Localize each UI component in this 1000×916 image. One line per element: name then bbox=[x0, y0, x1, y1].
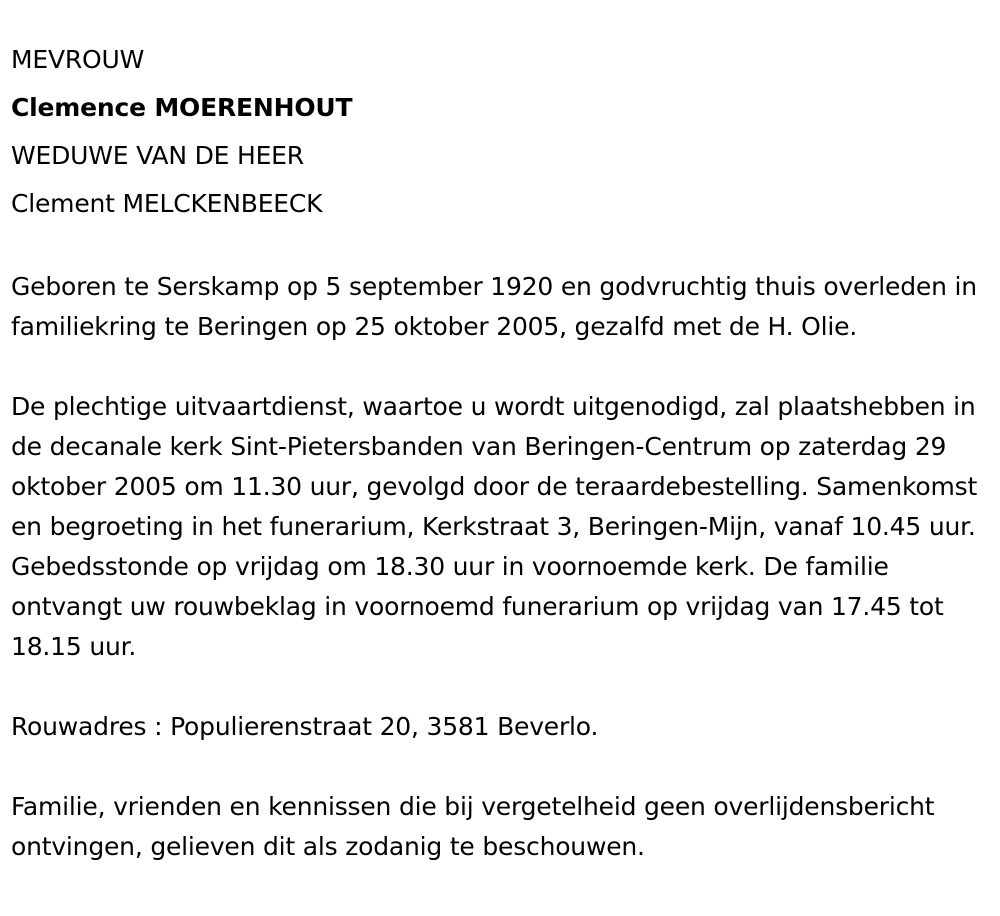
birth-death-paragraph: Geboren te Serskamp op 5 september 1920 en godvruchtig thuis overleden in familiekring te Beringen op 25 oktober 2005, gezalfd met de H. Olie. bbox=[11, 272, 977, 341]
deceased-name: Clemence MOERENHOUT bbox=[11, 93, 353, 122]
title-mevrouw: MEVROUW bbox=[11, 45, 145, 74]
funeral-service-paragraph: De plechtige uitvaartdienst, waartoe u wordt uitgenodigd, zal plaatshebben in de decanale kerk Sint-Pietersbanden van Beringen-Centrum op zaterdag 29 oktober 2005 om 11.30 uur, gevolgd door de teraardebestelling. Samenkomst en begroeting in het funerarium, Kerkstraat 3, Beringen-Mijn, vanaf 10.45 uur. Gebedsstonde op vrijdag om 18.30 uur in voornoemde kerk. De familie ontvangt uw rouwbeklag in voornoemd funerarium op vrijdag van 17.45 tot 18.15 uur. bbox=[11, 392, 978, 661]
spouse-name: Clement MELCKENBEECK bbox=[11, 189, 323, 218]
mourning-address: Rouwadres : Populierenstraat 20, 3581 Beverlo. bbox=[11, 712, 599, 741]
obituary-document bbox=[11, 36, 996, 867]
widow-of-label: WEDUWE VAN DE HEER bbox=[11, 141, 304, 170]
notice-paragraph: Familie, vrienden en kennissen die bij vergetelheid geen overlijdensbericht ontvingen, gelieven dit als zodanig te beschouwen. bbox=[11, 792, 935, 861]
